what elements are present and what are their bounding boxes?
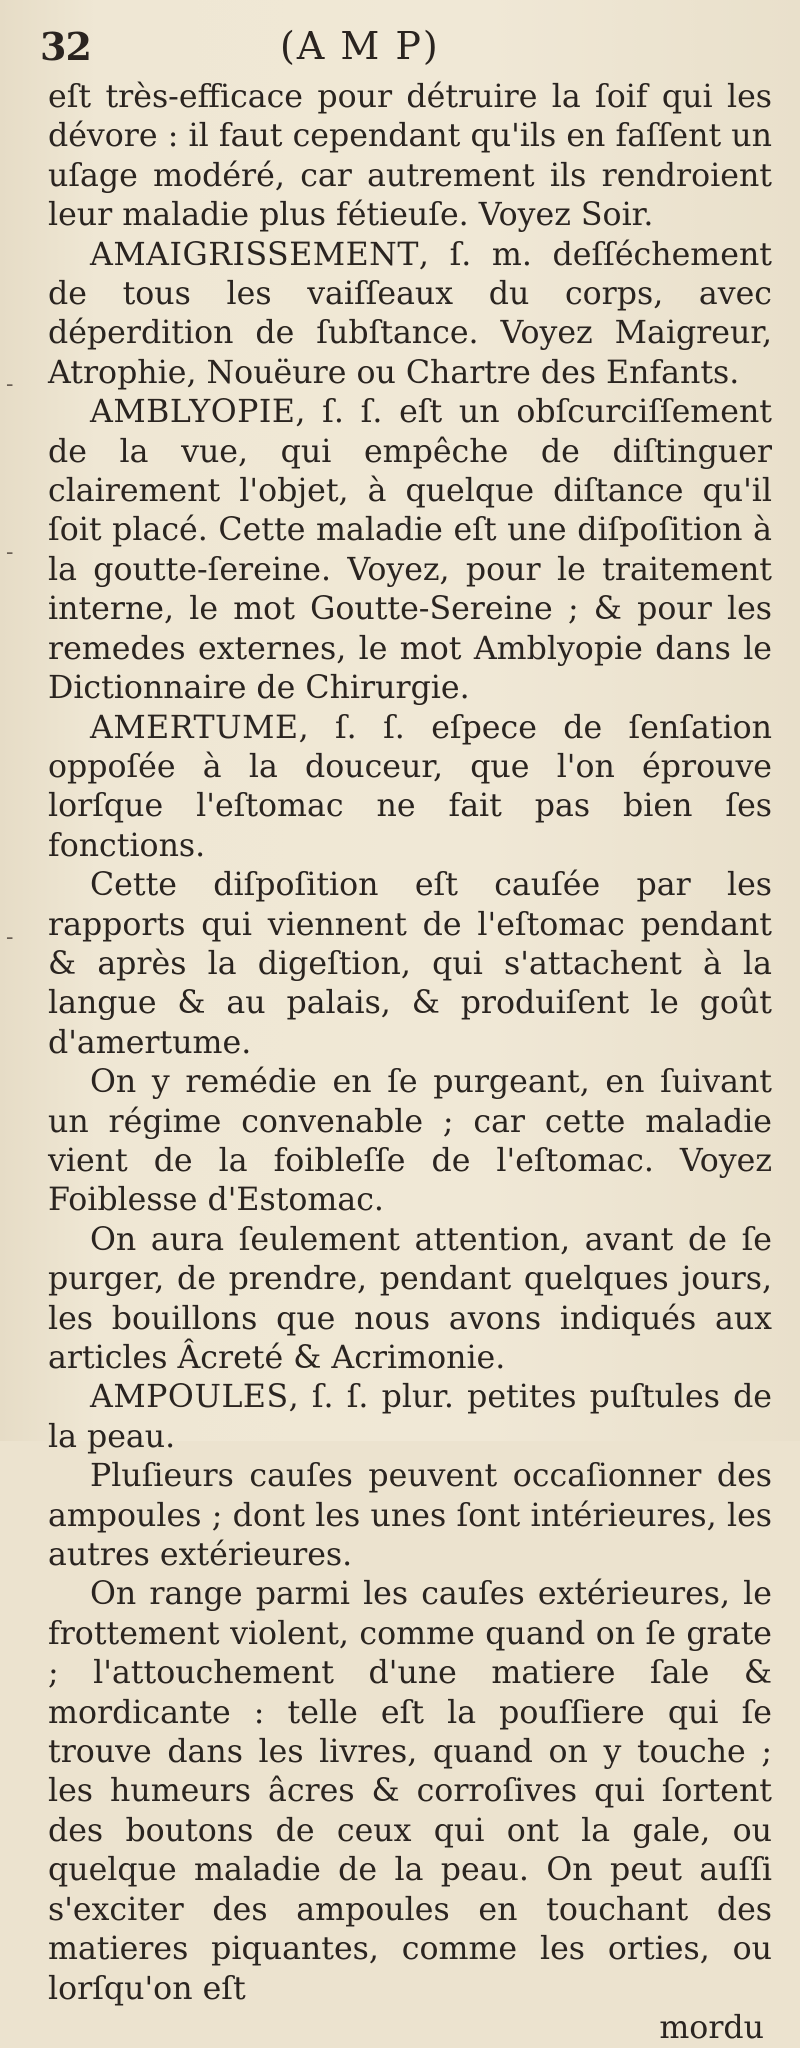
dictionary-entry: AMAIGRISSEMENT, ſ. m. deſſéchement de tous les vaiſſeaux du corps, avec déperdition de ſubſtance. Voyez Maigreur, Atrophie, Nouëure ou Chartre des Enfants.: [48, 236, 772, 391]
catchword: mordu: [659, 2009, 764, 2046]
paragraph: On aura ſeulement attention, avant de ſe purger, de prendre, pendant quelques jours, les bouillons que nous avons indiqués aux articles Âcreté & Acrimonie.: [48, 1221, 772, 1376]
dictionary-entry: AMBLYOPIE, ſ. ſ. eſt un obſcurciſſement de la vue, qui empêche de diſtinguer clairement l'objet, à quelque diſtance qu'il ſoit placé. Cette maladie eſt une diſpoſition à la goutte-ſereine. Voyez, pour le traitement interne, le mot Goutte-Sereine ; & pour les remedes externes, le mot Amblyopie dans le Dictionnaire de Chirurgie.: [48, 394, 772, 707]
page-number: 32: [40, 24, 91, 69]
page-header: [40, 24, 760, 74]
paragraph: On y remédie en ſe purgeant, en ſuivant un régime convenable ; car cette maladie vient de la foibleſſe de l'eſtomac. Voyez Foiblesse d'Estomac.: [48, 1064, 772, 1219]
paragraph: eſt très-efficace pour détruire la ſoif qui les dévore : il faut cependant qu'ils en faſſent un uſage modéré, car autrement ils rendroient leur maladie plus fétieuſe. Voyez Soir.: [48, 79, 772, 234]
headword: AMAIGRISSEMENT: [90, 236, 419, 273]
margin-mark: -: [6, 925, 14, 950]
running-title: (A M P): [280, 24, 440, 68]
body-text: [48, 78, 772, 2048]
margin-mark: -: [6, 372, 14, 397]
paragraph: On range parmi les cauſes extérieures, le frottement violent, comme quand on ſe grate ; l'attouchement d'une matiere ſale & mordicante : telle eſt la pouſſiere qui ſe trouve dans les livres, quand on y touche ; les humeurs âcres & corroſives qui ſortent des boutons de ceux qui ont la gale, ou quelque maladie de la peau. On peut auſſi s'exciter des ampoules en touchant des matieres piquantes, comme les orties, ou lorſqu'on eſt: [48, 1576, 772, 2007]
dictionary-entry: AMPOULES, ſ. ſ. plur. petites puſtules de la peau.: [48, 1379, 772, 1455]
headword: AMPOULES: [90, 1379, 289, 1416]
paragraph: Cette diſpoſition eſt cauſée par les rapports qui viennent de l'eſtomac pendant & après la digeſtion, qui s'attachent à la langue & au palais, & produiſent le goût d'amertume.: [48, 867, 772, 1061]
headword: AMBLYOPIE: [90, 394, 296, 431]
dictionary-entry: AMERTUME, ſ. ſ. eſpece de ſenſation oppoſée à la douceur, que l'on éprouve lorſque l'eſtomac ne fait pas bien ſes fonctions.: [48, 709, 772, 864]
paragraph: Pluſieurs cauſes peuvent occaſionner des ampoules ; dont les unes ſont intérieures, les autres extérieures.: [48, 1458, 772, 1574]
headword: AMERTUME: [90, 709, 299, 746]
margin-mark: -: [6, 540, 14, 565]
